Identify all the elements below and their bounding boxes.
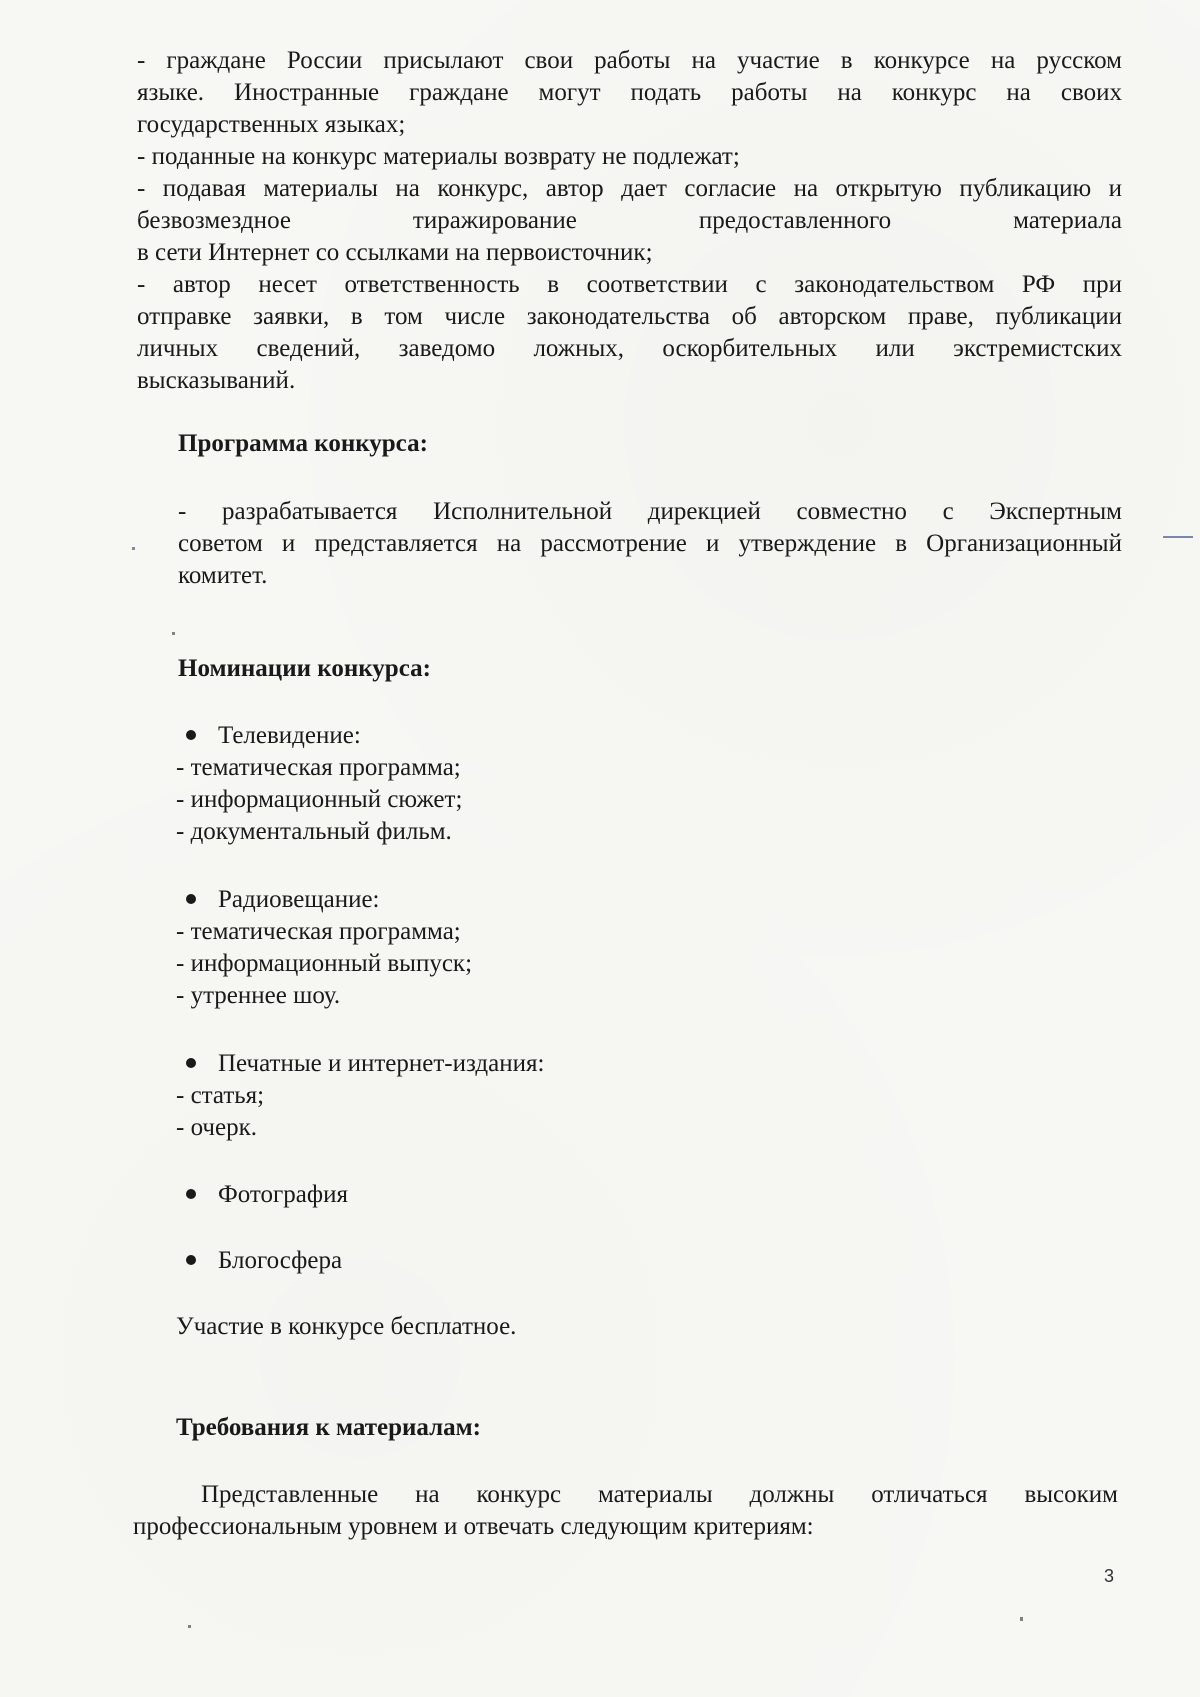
scan-artifact bbox=[172, 632, 175, 635]
nomination-print-items bbox=[176, 1080, 264, 1144]
intro-line: - поданные на конкурс материалы возврату не подлежат; bbox=[137, 143, 740, 170]
program-line: комитет. bbox=[178, 562, 268, 589]
nomination-title: Радиовещание: bbox=[218, 886, 380, 913]
scan-artifact bbox=[1163, 536, 1193, 538]
list-item: - информационный сюжет; bbox=[176, 786, 463, 813]
intro-line: - подавая материалы на конкурс, автор дает согласие на открытую публикацию и bbox=[137, 175, 1122, 202]
nomination-blog bbox=[186, 1245, 342, 1277]
intro-line: государственных языках; bbox=[137, 111, 406, 138]
intro-line: языке. Иностранные граждане могут подать работы на конкурс на своих bbox=[137, 79, 1122, 106]
list-item: - информационный выпуск; bbox=[176, 950, 473, 977]
requirements-line: Представленные на конкурс материалы должны отличаться высоким bbox=[201, 1481, 1118, 1508]
program-heading: Программа конкурса: bbox=[178, 430, 428, 457]
list-item: - тематическая программа; bbox=[176, 754, 461, 781]
nomination-photo bbox=[186, 1179, 348, 1211]
bullet-icon bbox=[186, 894, 196, 904]
intro-line: в сети Интернет со ссылками на первоисточник; bbox=[137, 239, 653, 266]
bullet-icon bbox=[186, 1189, 196, 1199]
page-number: 3 bbox=[1104, 1566, 1115, 1586]
nomination-radio-items bbox=[176, 916, 472, 1012]
list-item: - утреннее шоу. bbox=[176, 982, 341, 1009]
program-line: - разрабатывается Исполнительной дирекцией совместно с Экспертным bbox=[178, 498, 1122, 525]
program-text bbox=[178, 496, 1122, 592]
nomination-print bbox=[186, 1048, 544, 1080]
list-item: - статья; bbox=[176, 1082, 265, 1109]
nomination-title: Фотография bbox=[218, 1181, 348, 1208]
bullet-icon bbox=[186, 730, 196, 740]
nomination-tv-items bbox=[176, 752, 462, 848]
nomination-title: Телевидение: bbox=[218, 722, 361, 749]
free-participation-note: Участие в конкурсе бесплатное. bbox=[176, 1313, 517, 1340]
bullet-icon bbox=[186, 1255, 196, 1265]
scan-artifact bbox=[132, 547, 135, 550]
intro-line: личных сведений, заведомо ложных, оскорбительных или экстремистских bbox=[137, 335, 1122, 362]
intro-line: - граждане России присылают свои работы на участие в конкурсе на русском bbox=[137, 47, 1122, 74]
program-line: советом и представляется на рассмотрение и утверждение в Организационный bbox=[178, 530, 1122, 557]
list-item: - документальный фильм. bbox=[176, 818, 452, 845]
intro-line: - автор несет ответственность в соответствии с законодательством РФ при bbox=[137, 271, 1122, 298]
intro-section bbox=[137, 45, 1122, 397]
nomination-radio bbox=[186, 884, 380, 916]
nomination-title: Печатные и интернет-издания: bbox=[218, 1050, 545, 1077]
scan-artifact bbox=[1020, 1617, 1023, 1621]
list-item: - тематическая программа; bbox=[176, 918, 461, 945]
scan-artifact bbox=[188, 1625, 191, 1628]
requirements-heading: Требования к материалам: bbox=[176, 1414, 482, 1441]
requirements-line: профессиональным уровнем и отвечать следующим критериям: bbox=[133, 1513, 814, 1540]
intro-line: высказываний. bbox=[137, 367, 296, 394]
list-item: - очерк. bbox=[176, 1114, 257, 1141]
bullet-icon bbox=[186, 1058, 196, 1068]
intro-line: отправке заявки, в том числе законодательства об авторском праве, публикации bbox=[137, 303, 1122, 330]
intro-line: безвозмездное тиражирование предоставленного материала bbox=[137, 207, 1122, 234]
nomination-tv bbox=[186, 720, 361, 752]
requirements-text bbox=[133, 1479, 1118, 1543]
nominations-heading: Номинации конкурса: bbox=[178, 655, 431, 682]
nomination-title: Блогосфера bbox=[218, 1247, 343, 1274]
